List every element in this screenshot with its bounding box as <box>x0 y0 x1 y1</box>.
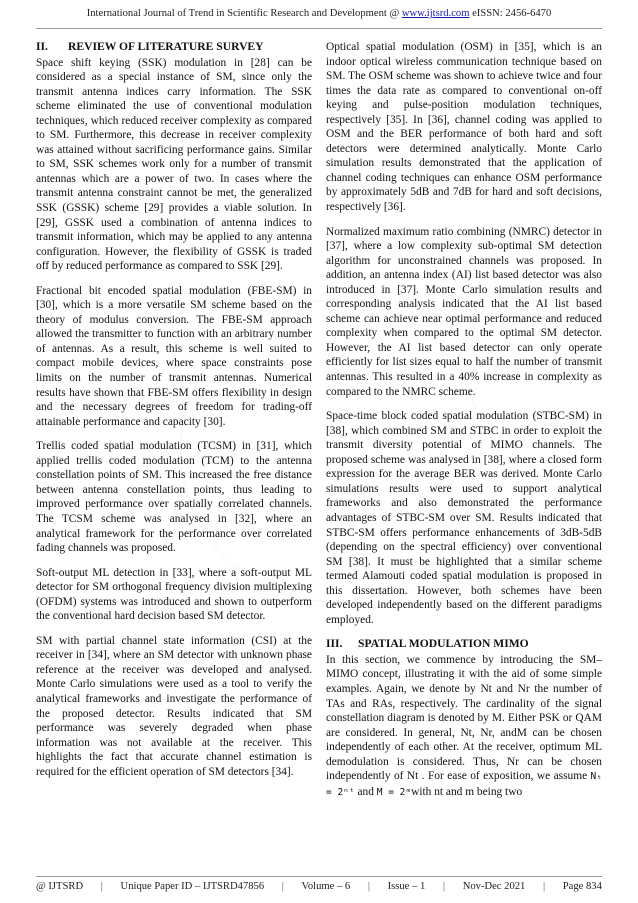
paragraph-sm-mimo-intro <box>326 653 602 800</box>
page-footer <box>36 881 602 892</box>
footer-paper-id: Unique Paper ID – IJTSRD47856 <box>120 881 265 892</box>
paragraph-partial-csi: SM with partial channel state information (CSI) at the receiver in [34], where an SM detector with unknown phase reference at the receiver was developed and analysed. Monte Carlo simulations were used as a tool to verify the analytical frameworks and investigate the performance of the proposed detector. Results indicated that SM performance was severely degraded when phase information was not available at the receiver. This highlights the fact that accurate channel estimation is required for the efficient operation of SM detectors [34]. <box>36 634 312 778</box>
footer-separator: | <box>281 881 284 892</box>
header-divider <box>36 28 602 29</box>
section-heading-sm-mimo <box>326 637 602 652</box>
section-title: REVIEW OF LITERATURE SURVEY <box>68 40 264 53</box>
formula-m: M = 2ᵐ <box>376 786 412 798</box>
paragraph-soft-output-ml: Soft-output ML detection in [33], where a soft-output ML detector for SM orthogonal frequency division multiplexing (OFDM) systems was introduced and shown to outperform the conventional hard decision based SM detector. <box>36 566 312 623</box>
journal-url-link[interactable]: www.ijtsrd.com <box>401 8 470 19</box>
footer-separator: | <box>543 881 546 892</box>
footer-issue: Issue – 1 <box>387 881 426 892</box>
footer-separator: | <box>100 881 103 892</box>
footer-divider <box>36 876 602 877</box>
paragraph-nmrc: Normalized maximum ratio combining (NMRC) detector in [37], where a low complexity sub-optimal SM detection algorithm for unconstrained channels was proposed. In addition, an antenna index (AI) list based detector was also introduced in [37]. Monte Carlo simulation results and corresponding analysis indicated that the AI list based scheme can achieve near optimal performance and reduced complexity when compared to the optimal SM detector. However, the AI list based detector can only operate efficiently for list sizes equal to half the number of transmit antennas. This resulted in a 40% increase in complexity as compared to the NMRC scheme. <box>326 225 602 398</box>
intro-text-end: with nt and m being two <box>411 785 523 798</box>
footer-page-number: Page 834 <box>562 881 602 892</box>
journal-issn: eISSN: 2456-6470 <box>469 8 552 19</box>
footer-separator: | <box>442 881 446 892</box>
footer-separator: | <box>367 881 370 892</box>
section-number: II. <box>36 40 48 53</box>
paragraph-tcsm: Trellis coded spatial modulation (TCSM) in [31], which applied trellis coded modulation (TCM) to the antenna constellation points of SM. This increased the free distance between antenna constellation points, thus leading to improved performance over spatially correlated channels. The TCSM scheme was analysed in [32], where an analytical framework for the performance over correlated fading channels was proposed. <box>36 440 312 555</box>
right-column <box>326 40 602 810</box>
paragraph-stbc-sm: Space-time block coded spatial modulation (STBC-SM) in [38], which combined SM and STBC in order to exploit the transmit diversity potential of MIMO channels. The proposed scheme was analysed in [38], where a closed form expression for the average BER was derived. Monte Carlo simulations results were used to support analytical frameworks and also demonstrated the performance advantages of STBC-SM over SM. Results indicated that STBC-SM offers performance enhancements of 3dB-5dB (depending on the spectral efficiency) over conventional SM [38]. It must be highlighted that a similar scheme termed Alamouti coded spatial modulation is proposed in this dissertation. However, both schemes have been developed independently based on the different paradigms employed. <box>326 410 602 626</box>
and-word: and <box>354 785 377 798</box>
paragraph-osm: Optical spatial modulation (OSM) in [35], which is an indoor optical wireless communication technique based on SM. The OSM scheme was shown to achieve twice and four times the data rate as compared to conventional on-off keying and pulse-position modulation techniques, respectively [35]. In [36], channel coding was applied to OSM and the BER performance of both hard and soft detectors were determined analytically. Monte Carlo simulation results demonstrated that the application of channel coding techniques can enhance OSM performance by approximately 5dB and 7dB for hard and soft decisions, respectively [36]. <box>326 41 602 214</box>
formula-nt: Nₜ = 2ⁿᵗ <box>326 771 602 798</box>
paragraph-fbe-sm: Fractional bit encoded spatial modulation (FBE-SM) in [30], which is a more versatile SM scheme based on the theory of modulus conversion. The FBE-SM approach allowed the transmitter to function with an arbitrary number of antennas. As a result, this scheme is well suited to compact mobile devices, where space constraints pose limits on the number of transmit antennas. Numerical results have shown that FBE-SM offers flexibility in design and the necessary degrees of freedom for trading-off attainable performance and capacity [30]. <box>36 284 312 428</box>
left-column <box>36 40 312 789</box>
footer-volume: Volume – 6 <box>301 881 351 892</box>
section-title: SPATIAL MODULATION MIMO <box>358 637 529 651</box>
intro-text: In this section, we commence by introducing the SM–MIMO concept, illustrating it with the aid of some simple examples. Again, we denote by Nt and Nr the number of TAs and RAs, respectively. The cardinality of the signal constellation diagram is denoted by M. Either PSK or QAM are considered. In general, Nt, Nr, andM can be chosen independently of each other. At the receiver, optimum ML demodulation is considered. Thus, Nr can be chosen independently of Nt . For ease of exposition, we assume <box>326 653 602 783</box>
footer-publisher: @ IJTSRD <box>36 881 84 892</box>
section-heading-literature-survey <box>36 40 312 55</box>
journal-header <box>0 8 638 19</box>
journal-name: International Journal of Trend in Scientific Research and Development @ <box>86 8 402 19</box>
footer-date: Nov-Dec 2021 <box>462 881 526 892</box>
paragraph-ssk: Space shift keying (SSK) modulation in [28] can be considered as a special instance of SM, since only the transmit antenna indices carry information. The SSK scheme eliminated the use of conventional modulation techniques, which reduced receiver complexity as compared to SM. Furthermore, this decrease in receiver complexity was attained without sacrificing performance gains. Similar to SM, SSK schemes work only for a number of transmit antennas which are a power of two. In cases where the transmit antenna constraint cannot be met, the generalized SSK (GSSK) scheme [29] provides a viable solution. In [29], GSSK used a combination of antenna indices to transmit information, which may be applied to any antenna configuration. However, the flexibility of GSSK is traded off by reduced performance as compared to SSK [29]. <box>36 56 312 273</box>
section-number: III. <box>326 637 343 651</box>
